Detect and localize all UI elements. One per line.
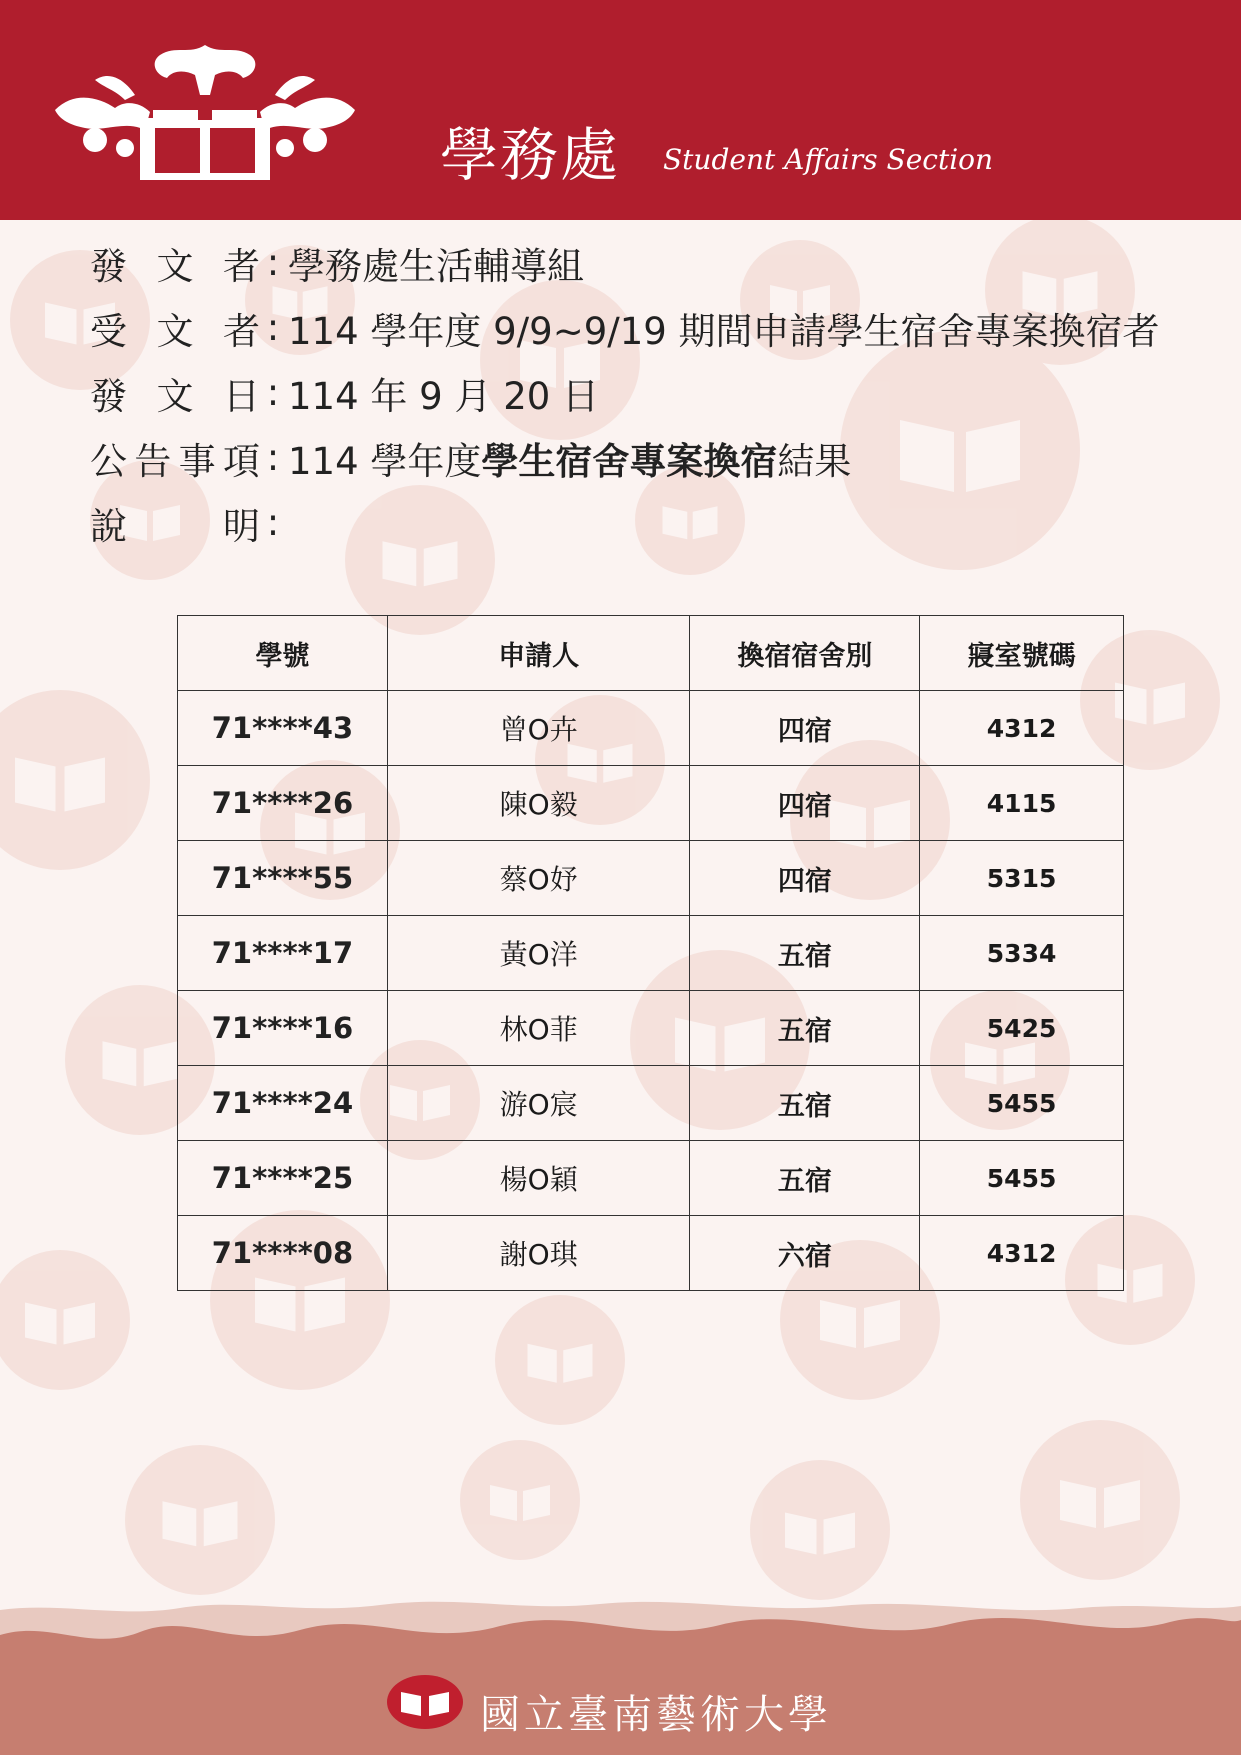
- date-label: 發 文 日: [90, 374, 260, 418]
- table-row: [178, 1141, 1124, 1216]
- office-title-english: Student Affairs Section: [663, 143, 994, 176]
- applicant-cell: 黃O洋: [387, 916, 690, 991]
- table-row: [178, 1216, 1124, 1291]
- student-id-cell: 71****24: [178, 1066, 388, 1141]
- applicant-cell: 蔡O妤: [387, 841, 690, 916]
- header-dorm: 換宿宿舍別: [690, 616, 920, 691]
- dorm-cell: 五宿: [690, 1066, 920, 1141]
- date-value: 114 年 9 月 20 日: [288, 374, 600, 418]
- table-row: [178, 991, 1124, 1066]
- dorm-cell: 四宿: [690, 766, 920, 841]
- table-header-row: [178, 616, 1124, 691]
- recipient-label: 受 文 者: [90, 309, 260, 353]
- recipient-value: 114 學年度 9/9~9/19 期間申請學生宿舍專案換宿者: [288, 309, 1160, 353]
- letterhead-banner: [0, 0, 1241, 220]
- dorm-cell: 五宿: [690, 916, 920, 991]
- applicant-cell: 楊O穎: [387, 1141, 690, 1216]
- room-number-cell: 4312: [920, 1216, 1124, 1291]
- room-number-cell: 4312: [920, 691, 1124, 766]
- applicant-cell: 謝O琪: [387, 1216, 690, 1291]
- subject-value: [288, 431, 851, 485]
- room-number-cell: 5455: [920, 1066, 1124, 1141]
- header-student-id: 學號: [178, 616, 388, 691]
- student-id-cell: 71****17: [178, 916, 388, 991]
- student-id-cell: 71****26: [178, 766, 388, 841]
- university-name: 國立臺南藝術大學: [480, 1692, 832, 1738]
- date-row: 發 文 日 : 114 年 9 月 20 日: [90, 360, 1160, 425]
- table-row: [178, 841, 1124, 916]
- sender-label: 發 文 者: [90, 244, 260, 288]
- table-row: [178, 916, 1124, 991]
- office-title-chinese: 學務處: [440, 121, 621, 189]
- dorm-cell: 五宿: [690, 1141, 920, 1216]
- subject-label: 公 告 事 項: [90, 439, 260, 483]
- applicant-cell: 曾O卉: [387, 691, 690, 766]
- room-number-cell: 5334: [920, 916, 1124, 991]
- applicant-cell: 陳O毅: [387, 766, 690, 841]
- student-id-cell: 71****43: [178, 691, 388, 766]
- header-room-number: 寢室號碼: [920, 616, 1124, 691]
- dorm-cell: 五宿: [690, 991, 920, 1066]
- subject-row: 公 告 事 項 : 114 學年度學生宿舍專案換宿結果: [90, 425, 1160, 490]
- dorm-cell: 四宿: [690, 841, 920, 916]
- subject-suffix: 結果: [777, 439, 852, 483]
- recipient-row: 受 文 者 : 114 學年度 9/9~9/19 期間申請學生宿舍專案換宿者: [90, 295, 1160, 360]
- student-id-cell: 71****16: [178, 991, 388, 1066]
- student-id-cell: 71****08: [178, 1216, 388, 1291]
- student-id-cell: 71****55: [178, 841, 388, 916]
- sender-row: 發 文 者 : 學務處生活輔導組: [90, 230, 1160, 295]
- room-number-cell: 4115: [920, 766, 1124, 841]
- room-number-cell: 5455: [920, 1141, 1124, 1216]
- dorm-cell: 四宿: [690, 691, 920, 766]
- table-row: [178, 1066, 1124, 1141]
- dragon-crest-logo-icon: [55, 40, 355, 185]
- dorm-cell: 六宿: [690, 1216, 920, 1291]
- description-row: 說 明 :: [90, 490, 1160, 555]
- room-number-cell: 5425: [920, 991, 1124, 1066]
- room-number-cell: 5315: [920, 841, 1124, 916]
- sender-value: 學務處生活輔導組: [288, 244, 584, 288]
- header-applicant: 申請人: [387, 616, 690, 691]
- table-row: [178, 766, 1124, 841]
- university-logo-icon: [385, 1672, 465, 1732]
- applicant-cell: 游O宸: [387, 1066, 690, 1141]
- subject-prefix: 114 學年度: [288, 439, 482, 483]
- student-id-cell: 71****25: [178, 1141, 388, 1216]
- table-row: [178, 691, 1124, 766]
- applicant-cell: 林O菲: [387, 991, 690, 1066]
- description-label: 說 明: [90, 504, 260, 548]
- announcement-meta: [90, 230, 1160, 555]
- dorm-swap-results-table: [177, 615, 1124, 1291]
- subject-bold: 學生宿舍專案換宿: [481, 439, 778, 483]
